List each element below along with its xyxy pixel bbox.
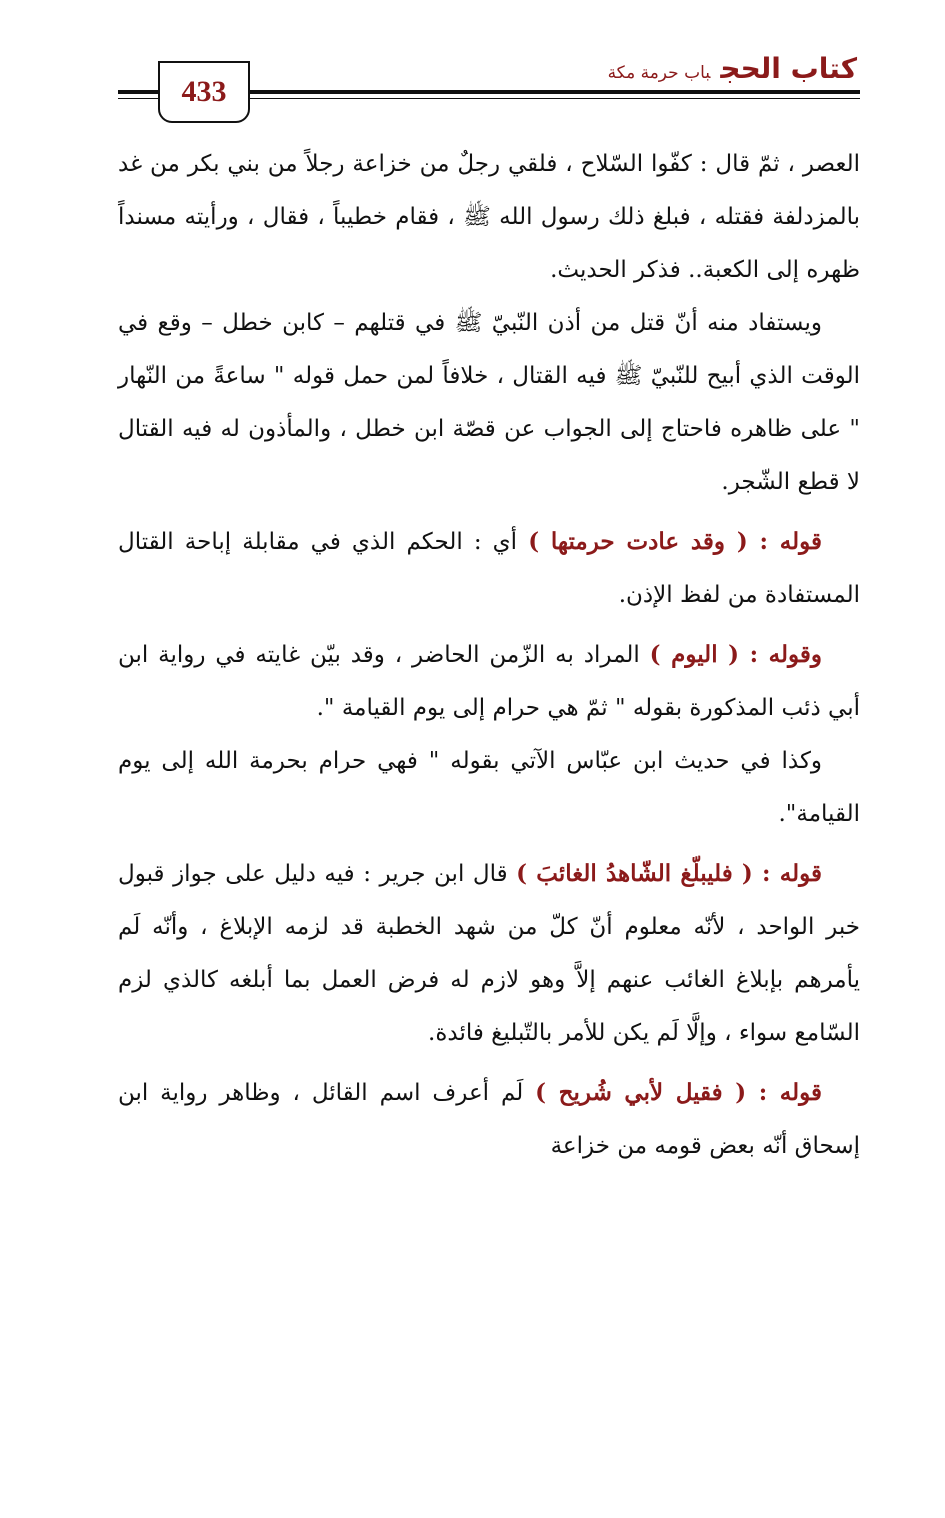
paragraph: [118, 138, 860, 297]
paragraph-text: المراد به الزّمن الحاضر ، وقد بيّن غايته في رواية ابن أبي ذئب المذكورة بقوله " ثمّ هي حرام إلى يوم القيامة ".: [118, 642, 860, 721]
paragraph-lead: وقوله : ( اليوم ): [649, 641, 822, 668]
paragraph-text: لَم أعرف اسم القائل ، وظاهر رواية ابن إسحاق أنّه بعض قومه من خزاعة: [118, 1080, 860, 1159]
paragraph: [118, 1066, 860, 1173]
running-head: [608, 52, 857, 85]
book-title: كتاب الحج: [720, 52, 857, 85]
paragraph-lead: قوله : ( فليبلّغ الشّاهدُ الغائبَ ): [516, 860, 822, 887]
paragraph: [118, 515, 860, 622]
page-number: 433: [181, 75, 227, 108]
paragraph: [118, 735, 860, 841]
paragraph-text: العصر ، ثمّ قال : كفّوا السّلاح ، فلقي رجلٌ من خزاعة رجلاً من بني بكر من غد بالمزدلفة فقتله ، فبلغ ذلك رسول الله ﷺ ، فقام خطيباً ، فقال ، ورأيته مسنداً ظهره إلى الكعبة.. فذكر الحديث.: [118, 151, 861, 283]
paragraph: [118, 628, 860, 735]
page-header: [0, 0, 945, 130]
paragraph-text: ويستفاد منه أنّ قتل من أذن النّبيّ ﷺ في قتلهم – كابن خطل – وقع في الوقت الذي أبيح للنّبيّ ﷺ فيه القتال ، خلافاً لمن حمل قوله " ساعةً من النّهار " على ظاهره فاحتاج إلى الجواب عن قصّة ابن خطل ، والمأذون له فيه القتال لا قطع الشّجر.: [118, 310, 860, 495]
paragraph: [118, 297, 860, 509]
paragraph-text: أي : الحكم الذي في مقابلة إباحة القتال المستفادة من لفظ الإذن.: [118, 529, 860, 608]
page-number-box: [158, 61, 250, 123]
chapter-title: باب حرمة مكة: [607, 63, 711, 83]
paragraph-lead: قوله : ( فقيل لأبي شُريح ): [535, 1079, 823, 1106]
page-body: [118, 138, 860, 1173]
paragraph-text: قال ابن جرير : فيه دليل على جواز قبول خبر الواحد ، لأنّه معلوم أنّ كلّ من شهد الخطبة قد لزمه الإبلاغ ، وأنّه لَم يأمرهم بإبلاغ الغائب عنهم إلاَّ وهو لازم له فرض العمل بما أبلغه كالذي لزم السّامع سواء ، وإلَّا لَم يكن للأمر بالتّبليغ فائدة.: [118, 861, 860, 1046]
paragraph: [118, 847, 860, 1060]
paragraph-text: وكذا في حديث ابن عبّاس الآتي بقوله " فهي حرام بحرمة الله إلى يوم القيامة".: [118, 748, 860, 827]
paragraph-lead: قوله : ( وقد عادت حرمتها ): [528, 528, 823, 555]
